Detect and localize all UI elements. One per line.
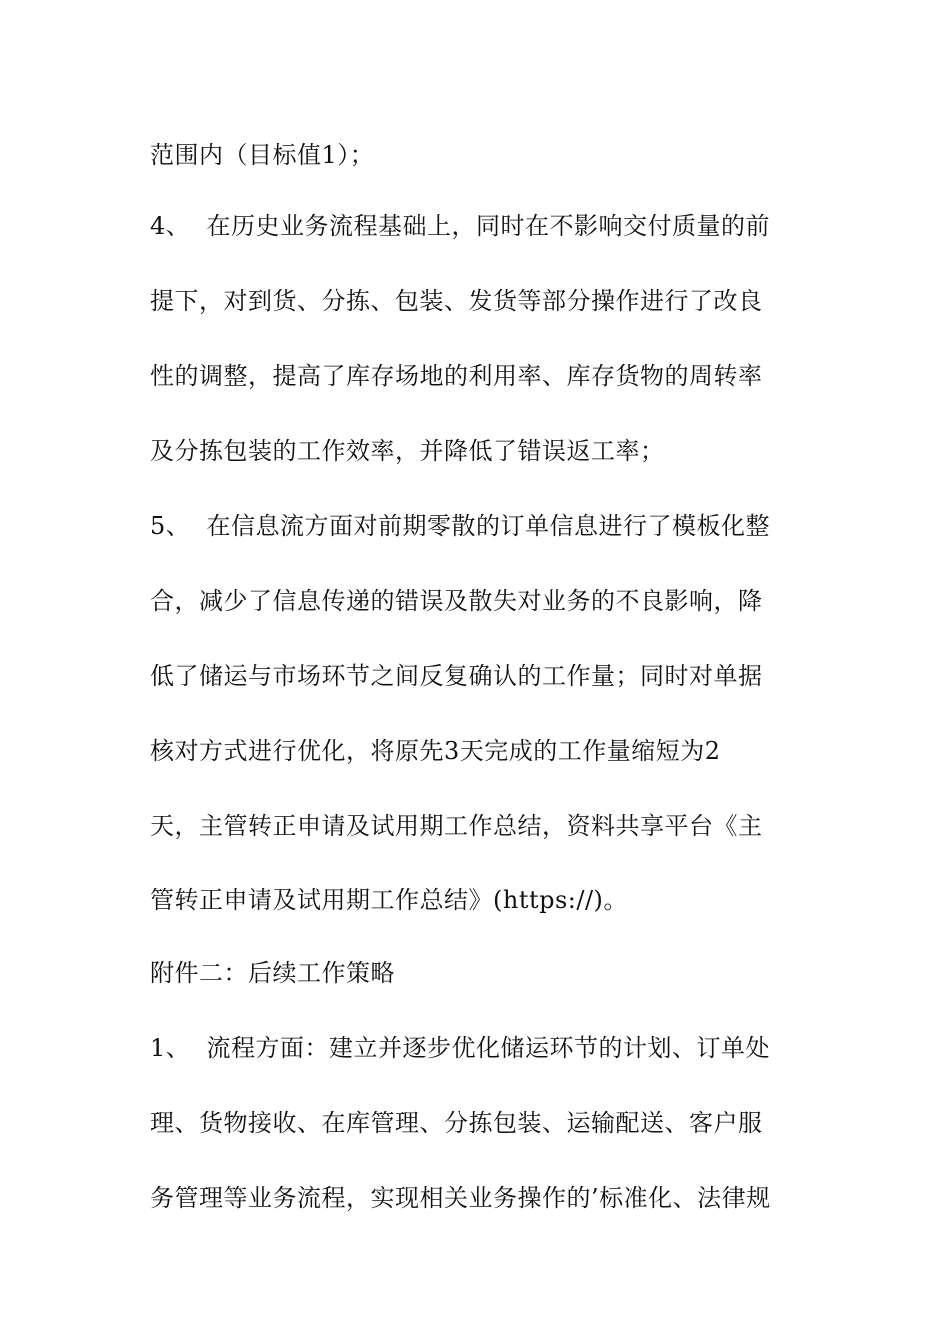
text-line: 核对方式进行优化，将原先3天完成的工作量缩短为2	[150, 737, 721, 765]
text-line: 性的调整，提高了库存场地的利用率、库存货物的周转率	[150, 362, 763, 390]
text-line: 及分拣包装的工作效率，并降低了错误返工率；	[150, 437, 665, 465]
text-line: 1、 流程方面：建立并逐步优化储运环节的计划、订单处	[150, 1034, 771, 1062]
text-line: 管转正申请及试用期工作总结》(https://)。	[150, 886, 628, 914]
text-line: 理、货物接收、在库管理、分拣包装、运输配送、客户服	[150, 1109, 763, 1137]
text-line: 务管理等业务流程，实现相关业务操作的’标准化、法律规	[150, 1184, 771, 1212]
text-line: 4、 在历史业务流程基础上，同时在不影响交付质量的前	[150, 212, 771, 240]
section-heading: 附件二：后续工作策略	[150, 959, 395, 987]
text-line: 天，主管转正申请及试用期工作总结，资料共享平台《主	[150, 812, 763, 840]
text-line: 5、 在信息流方面对前期零散的订单信息进行了模板化整	[150, 512, 771, 540]
text-line: 范围内（目标值1）；	[150, 141, 375, 169]
text-line: 合，减少了信息传递的错误及散失对业务的不良影响，降	[150, 587, 763, 615]
text-line: 低了储运与市场环节之间反复确认的工作量；同时对单据	[150, 662, 763, 690]
text-line: 提下，对到货、分拣、包装、发货等部分操作进行了改良	[150, 287, 763, 315]
